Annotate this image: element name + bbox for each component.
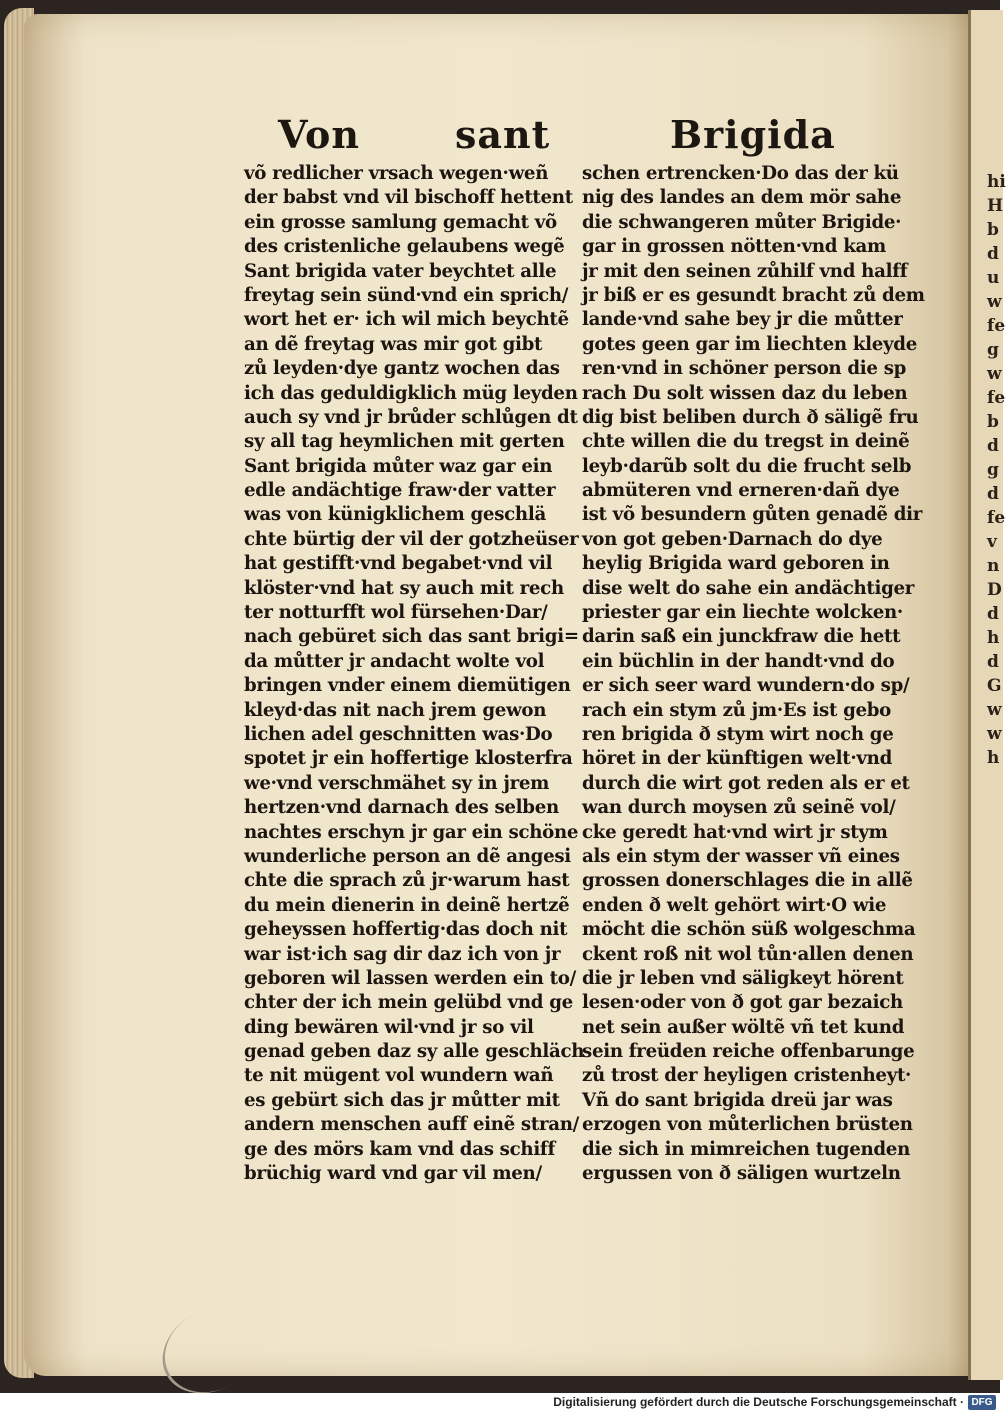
text-line: ckent roß nit wol tůn·allen denen (582, 943, 914, 965)
text-line: wunderliche person an dẽ angesi (244, 845, 571, 867)
text-line: enden ð welt gehört wirt·O wie (582, 894, 887, 916)
text-line: Vñ do sant brigida dreü jar was (582, 1089, 893, 1111)
text-line: gar in grossen nötten·vnd kam (582, 236, 886, 258)
text-line: sein freüden reiche offenbarunge (582, 1041, 915, 1063)
text-line: lande·vnd sahe bey jr die můtter (582, 309, 903, 331)
text-line: chte bürtig der vil der gotzheüser (244, 528, 579, 550)
facing-page-text: hi H b d u w fe g w fe b d g d fe v n D d h d G w w h (987, 172, 1006, 768)
running-head-word: Von (278, 112, 360, 157)
text-line: edle andächtige fraw·der vatter (244, 480, 556, 502)
text-line: die jr leben vnd säligkeyt hörent (582, 967, 904, 989)
text-line: er sich seer ward wundern·do sp/ (582, 675, 910, 697)
text-line: ein grosse samlung gemacht võ (244, 211, 557, 233)
text-line: ist võ besundern gůten genadẽ dir (582, 504, 923, 526)
text-line: sy all tag heymlichen mit gerten (244, 431, 565, 453)
text-line: ter notturfft wol fürsehen·Dar/ (244, 602, 548, 624)
text-line: erzogen von můterlichen brüsten (582, 1114, 913, 1136)
text-line: auch sy vnd jr brůder schlůgen dt (244, 406, 578, 428)
text-line: we·vnd verschmähet sy in jrem (244, 772, 550, 794)
right-text-column (582, 162, 925, 1186)
text-line: ding bewären wil·vnd jr so vil (244, 1016, 534, 1038)
text-line: ergussen von ð säligen wurtzeln (582, 1163, 901, 1185)
running-head-word: Brigida (670, 112, 836, 157)
text-line: geheyssen hoffertig·das doch nit (244, 919, 568, 941)
text-line: hat gestifft·vnd begabet·vnd vil (244, 553, 553, 575)
text-line: darin saß ein junckfraw die hett (582, 626, 901, 648)
text-line: grossen donerschlages die in allẽ (582, 870, 913, 892)
text-line: die schwangeren můter Brigide· (582, 211, 902, 233)
text-line: chte willen die du tregst in deinẽ (582, 431, 910, 453)
text-line: möcht die schön süß wolgeschma (582, 919, 916, 941)
text-line: schen ertrencken·Do das der kü (582, 163, 899, 184)
text-line: Sant brigida vater beychtet alle (244, 260, 557, 282)
text-line: andern menschen auff einẽ stran/ (244, 1114, 580, 1136)
text-line: nach gebüret sich das sant brigi= (244, 626, 579, 648)
text-line: bringen vnder einem diemütigen (244, 675, 571, 697)
text-line: zů trost der heyligen cristenheyt· (582, 1065, 912, 1087)
dfg-logo: DFG (968, 1395, 996, 1410)
text-line: chter der ich mein gelübd vnd ge (244, 992, 573, 1014)
text-line: ge des mörs kam vnd das schiff (244, 1138, 555, 1160)
text-line: nig des landes an dem mör sahe (582, 187, 902, 209)
text-line: priester gar ein liechte wolcken· (582, 602, 903, 624)
text-line: brüchig ward vnd gar vil men/ (244, 1163, 542, 1185)
text-line: ich das geduldigklich müg leyden (244, 382, 578, 404)
text-line: wort het er· ich wil mich beychtẽ (244, 309, 569, 331)
text-line: die sich in mimreichen tugenden (582, 1138, 911, 1160)
text-line: höret in der künftigen welt·vnd (582, 748, 893, 770)
text-line: dise welt do sahe ein andächtiger (582, 577, 915, 599)
text-line: rach Du solt wissen daz du leben (582, 382, 908, 404)
text-line: an dẽ freytag was mir got gibt (244, 333, 543, 355)
text-line: zů leyden·dye gantz wochen das (244, 358, 560, 380)
text-line: cke geredt hat·vnd wirt jr stym (582, 821, 888, 843)
text-line: war ist·ich sag dir daz ich von jr (244, 943, 561, 965)
digitization-footer (0, 1393, 1000, 1413)
text-line: rach ein stym zů jm·Es ist gebo (582, 699, 892, 721)
text-line: lesen·oder von ð got gar bezaich (582, 992, 903, 1014)
text-line: da můtter jr andacht wolte vol (244, 650, 545, 672)
text-line: gotes geen gar im liechten kleyde (582, 333, 917, 355)
text-line: jr biß er es gesundt bracht zů dem (582, 284, 925, 306)
text-line: genad geben daz sy alle geschläch (244, 1041, 585, 1063)
text-line: spotet jr ein hoffertige klosterfra (244, 748, 573, 770)
footer-credit-text: Digitalisierung gefördert durch die Deutsche Forschungsgemeinschaft · (553, 1395, 964, 1409)
text-line: freytag sein sünd·vnd ein sprich/ (244, 284, 569, 306)
text-line: nachtes erschyn jr gar ein schöne (244, 821, 579, 843)
text-line: Sant brigida můter waz gar ein (244, 455, 553, 477)
text-line: jr mit den seinen zůhilf vnd halff (582, 260, 908, 282)
text-line: von got geben·Darnach do dye (582, 528, 883, 550)
text-line: wan durch moysen zů seinẽ vol/ (582, 797, 896, 819)
text-line: heylig Brigida ward geboren in (582, 553, 890, 575)
text-line: lichen adel geschnitten was·Do (244, 723, 553, 745)
text-line: durch die wirt got reden als er et (582, 772, 910, 794)
running-head-word: sant (455, 112, 551, 157)
text-line: abmüteren vnd erneren·dañ dye (582, 480, 900, 502)
text-line: es gebürt sich das jr můtter mit (244, 1089, 560, 1111)
text-line: hertzen·vnd darnach des selben (244, 797, 559, 819)
text-line: võ redlicher vrsach wegen·weñ (244, 163, 549, 184)
text-line: des cristenliche gelaubens wegẽ (244, 236, 565, 258)
left-text-column (244, 162, 585, 1186)
text-line: kleyd·das nit nach jrem gewon (244, 699, 547, 721)
text-line: ren·vnd in schöner person die sp (582, 358, 907, 380)
text-line: du mein dienerin in deinẽ hertzẽ (244, 894, 570, 916)
text-line: ein büchlin in der handt·vnd do (582, 650, 895, 672)
text-line: te nit mügent vol wundern wañ (244, 1065, 554, 1087)
text-line: geboren wil lassen werden ein to/ (244, 967, 576, 989)
text-line: net sein außer wöltẽ vñ tet kund (582, 1016, 905, 1038)
text-line: leyb·darũb solt du die frucht selb (582, 455, 912, 477)
text-line: was von künigklichem geschlä (244, 504, 546, 526)
running-head (250, 112, 836, 162)
text-line: ren brigida ð stym wirt noch ge (582, 723, 894, 745)
facing-page-edge (968, 10, 1006, 1380)
text-line: chte die sprach zů jr·warum hast (244, 870, 570, 892)
text-line: dig bist beliben durch ð säligẽ fru (582, 406, 919, 428)
text-line: als ein stym der wasser vñ eines (582, 845, 900, 867)
text-line: der babst vnd vil bischoff hettent (244, 187, 573, 209)
text-line: klöster·vnd hat sy auch mit rech (244, 577, 564, 599)
